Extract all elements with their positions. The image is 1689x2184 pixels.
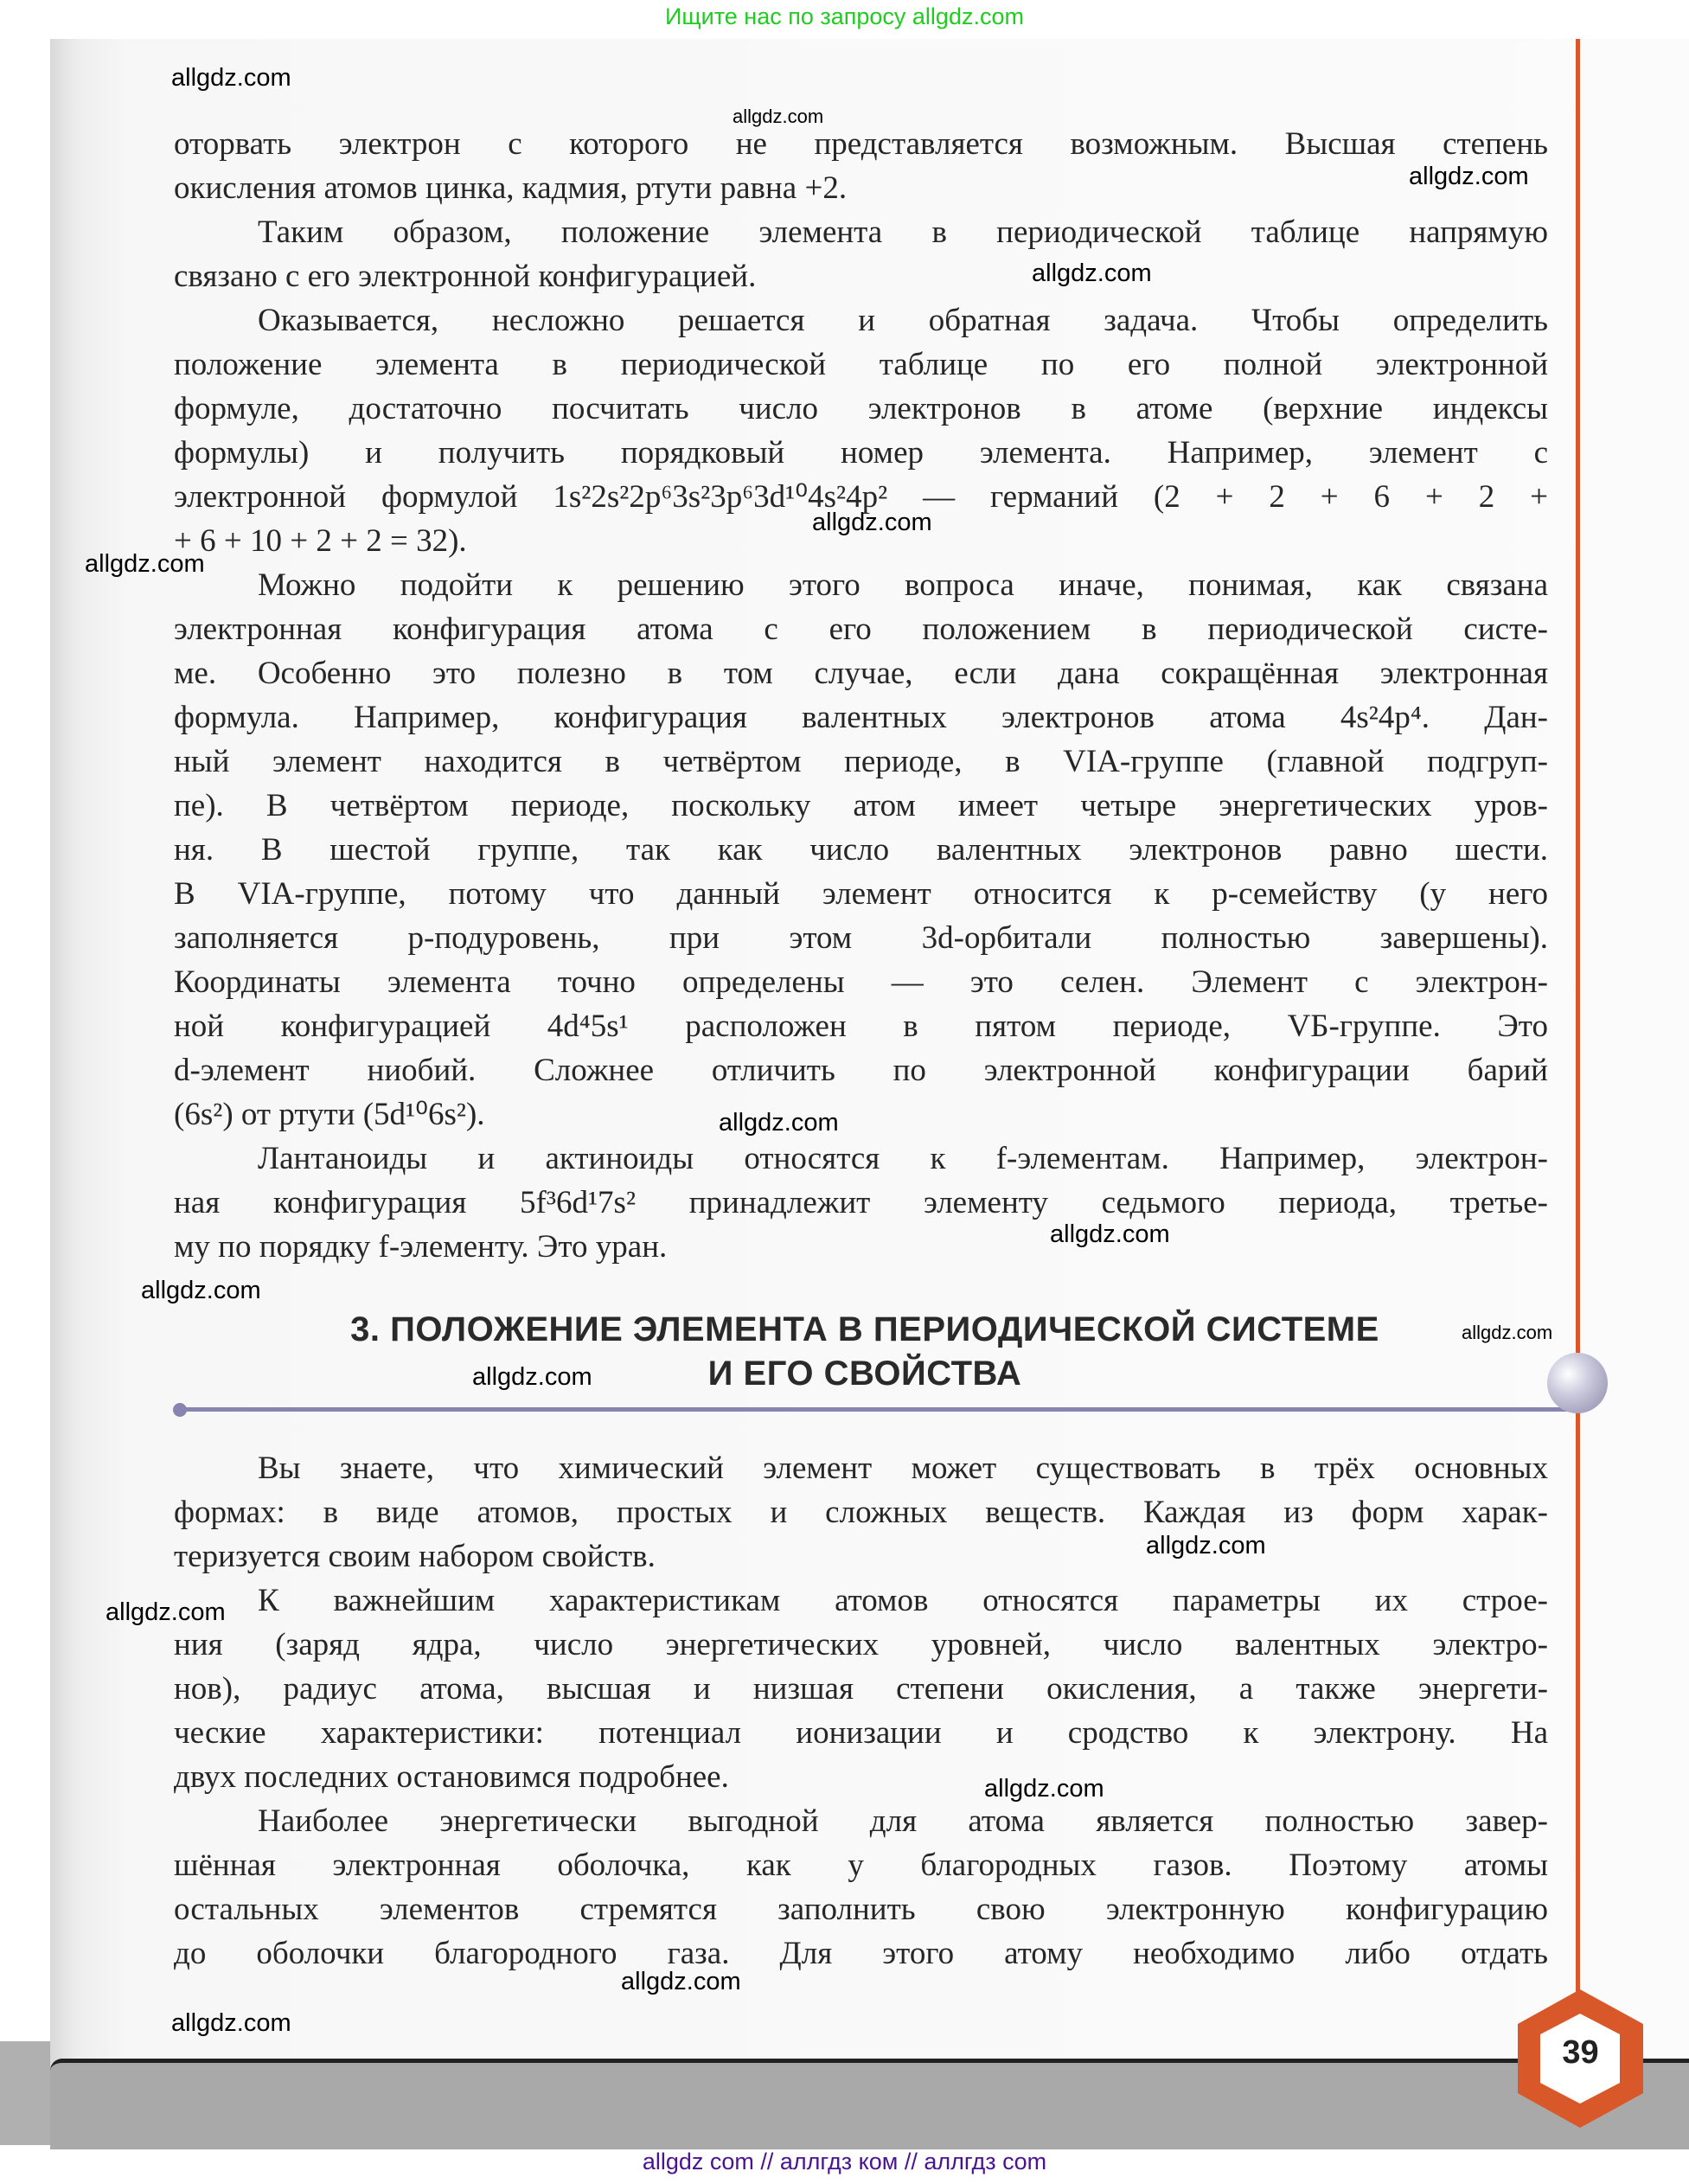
text-line: ной конфигурацией 4d⁴5s¹ расположен в пятом периоде, VБ-группе. Это — [174, 1009, 1548, 1044]
text-line: положение элемента в периодической таблице по его полной электронной — [174, 347, 1548, 382]
text-line: Таким образом, положение элемента в периодической таблице напрямую — [258, 215, 1548, 250]
text-line: до оболочки благородного газа. Для этого атому необходимо либо отдать — [174, 1936, 1548, 1971]
text-line: теризуется своим набором свойств. — [174, 1539, 656, 1574]
text-line: шённая электронная оболочка, как у благородных газов. Поэтому атомы — [174, 1848, 1548, 1883]
text-line: ный элемент находится в четвёртом периоде, в VIA-группе (главной подгруп- — [174, 744, 1548, 779]
watermark: allgdz.com — [106, 1598, 226, 1626]
text-line: Лантаноиды и актиноиды относятся к f-элементам. Например, электрон- — [258, 1141, 1548, 1176]
text-line: Можно подойти к решению этого вопроса иначе, понимая, как связана — [258, 567, 1548, 603]
section-2-text — [174, 1446, 1548, 1976]
text-line: + 6 + 10 + 2 + 2 = 32). — [174, 523, 467, 559]
text-line: формуле, достаточно посчитать число электронов в атоме (верхние индексы — [174, 391, 1548, 426]
heading-line-2: И ЕГО СВОЙСТВА — [707, 1355, 1022, 1393]
text-line: ня. В шестой группе, так как число валентных электронов равно шести. — [174, 832, 1548, 868]
heading-rule — [181, 1407, 1577, 1412]
page-bottom-margin — [50, 2059, 1689, 2149]
top-banner-link[interactable]: Ищите нас по запросу allgdz.com — [665, 3, 1024, 29]
page-edge — [0, 2041, 50, 2145]
text-line: заполняется p-подуровень, при этом 3d-орбитали полностью завершены). — [174, 920, 1548, 956]
text-line: формулы) и получить порядковый номер элемента. Например, элемент с — [174, 435, 1548, 471]
text-line: формах: в виде атомов, простых и сложных веществ. Каждая из форм харак- — [174, 1495, 1548, 1530]
text-line: ная конфигурация 5f³6d¹7s² принадлежит элементу седьмого периода, третье- — [174, 1185, 1548, 1220]
text-line: Наиболее энергетически выгодной для атома является полностью завер- — [258, 1803, 1548, 1839]
footer-link[interactable]: allgdz com // аллгдз ком // аллгдз com — [642, 2149, 1047, 2174]
watermark: allgdz.com — [1409, 163, 1529, 190]
text-line: (6s²) от ртути (5d¹⁰6s²). — [174, 1097, 485, 1132]
watermark: allgdz.com — [1050, 1220, 1170, 1248]
text-line: оторвать электрон с которого не представляется возможным. Высшая степень — [174, 126, 1548, 162]
text-line: ния (заряд ядра, число энергетических уровней, число валентных электро- — [174, 1627, 1548, 1662]
text-line: d-элемент ниобий. Сложнее отличить по электронной конфигурации барий — [174, 1053, 1548, 1088]
heading-line-1: 3. ПОЛОЖЕНИЕ ЭЛЕМЕНТА В ПЕРИОДИЧЕСКОЙ СИСТЕМЕ — [350, 1310, 1379, 1348]
text-line: связано с его электронной конфигурацией. — [174, 259, 757, 294]
watermark: allgdz.com — [85, 550, 205, 578]
text-line: окисления атомов цинка, кадмия, ртути равна +2. — [174, 170, 848, 206]
watermark: allgdz.com — [141, 1277, 261, 1304]
text-line: К важнейшим характеристикам атомов относятся параметры их строе- — [258, 1583, 1548, 1618]
section-1-text — [174, 122, 1548, 1269]
text-line: двух последних остановимся подробнее. — [174, 1759, 729, 1795]
watermark: allgdz.com — [1032, 259, 1152, 287]
text-line: остальных элементов стремятся заполнить свою электронную конфигурацию — [174, 1892, 1548, 1927]
watermark: allgdz.com — [1462, 1322, 1553, 1343]
text-line: В VIA-группе, потому что данный элемент относится к p-семейству (у него — [174, 876, 1548, 912]
watermark: allgdz.com — [171, 2009, 291, 2037]
text-line: Вы знаете, что химический элемент может существовать в трёх основных — [258, 1451, 1548, 1486]
text-line: электронной формулой 1s²2s²2p⁶3s²3p⁶3d¹⁰4s²4p² — германий (2 + 2 + 6 + 2 + — [174, 479, 1548, 515]
rule-dot — [173, 1403, 187, 1417]
watermark: allgdz.com — [984, 1775, 1104, 1803]
text-line: формула. Например, конфигурация валентных электронов атома 4s²4p⁴. Дан- — [174, 700, 1548, 735]
text-line: пе). В четвёртом периоде, поскольку атом имеет четыре энергетических уров- — [174, 788, 1548, 823]
text-line: Оказывается, несложно решается и обратная задача. Чтобы определить — [258, 303, 1548, 338]
text-line: Координаты элемента точно определены — это селен. Элемент с электрон- — [174, 964, 1548, 1000]
text-line: ческие характеристики: потенциал ионизации и сродство к электрону. На — [174, 1715, 1548, 1751]
watermark: allgdz.com — [472, 1363, 592, 1391]
watermark: allgdz.com — [621, 1968, 741, 1995]
watermark: allgdz.com — [171, 64, 291, 92]
text-line: электронная конфигурация атома с его положением в периодической систе- — [174, 612, 1548, 647]
section-heading — [259, 1308, 1470, 1396]
watermark: allgdz.com — [1146, 1532, 1266, 1560]
watermark: allgdz.com — [719, 1109, 839, 1137]
margin-line — [1576, 39, 1580, 2020]
watermark: allgdz.com — [733, 106, 824, 127]
text-line: ме. Особенно это полезно в том случае, если дана сокращённая электронная — [174, 656, 1548, 691]
watermark: allgdz.com — [812, 509, 932, 536]
page-number: 39 — [1562, 2034, 1599, 2071]
text-line: му по порядку f-элементу. Это уран. — [174, 1229, 668, 1265]
text-line: нов), радиус атома, высшая и низшая степени окисления, а также энергети- — [174, 1671, 1548, 1707]
decorative-ball-icon — [1547, 1353, 1608, 1413]
